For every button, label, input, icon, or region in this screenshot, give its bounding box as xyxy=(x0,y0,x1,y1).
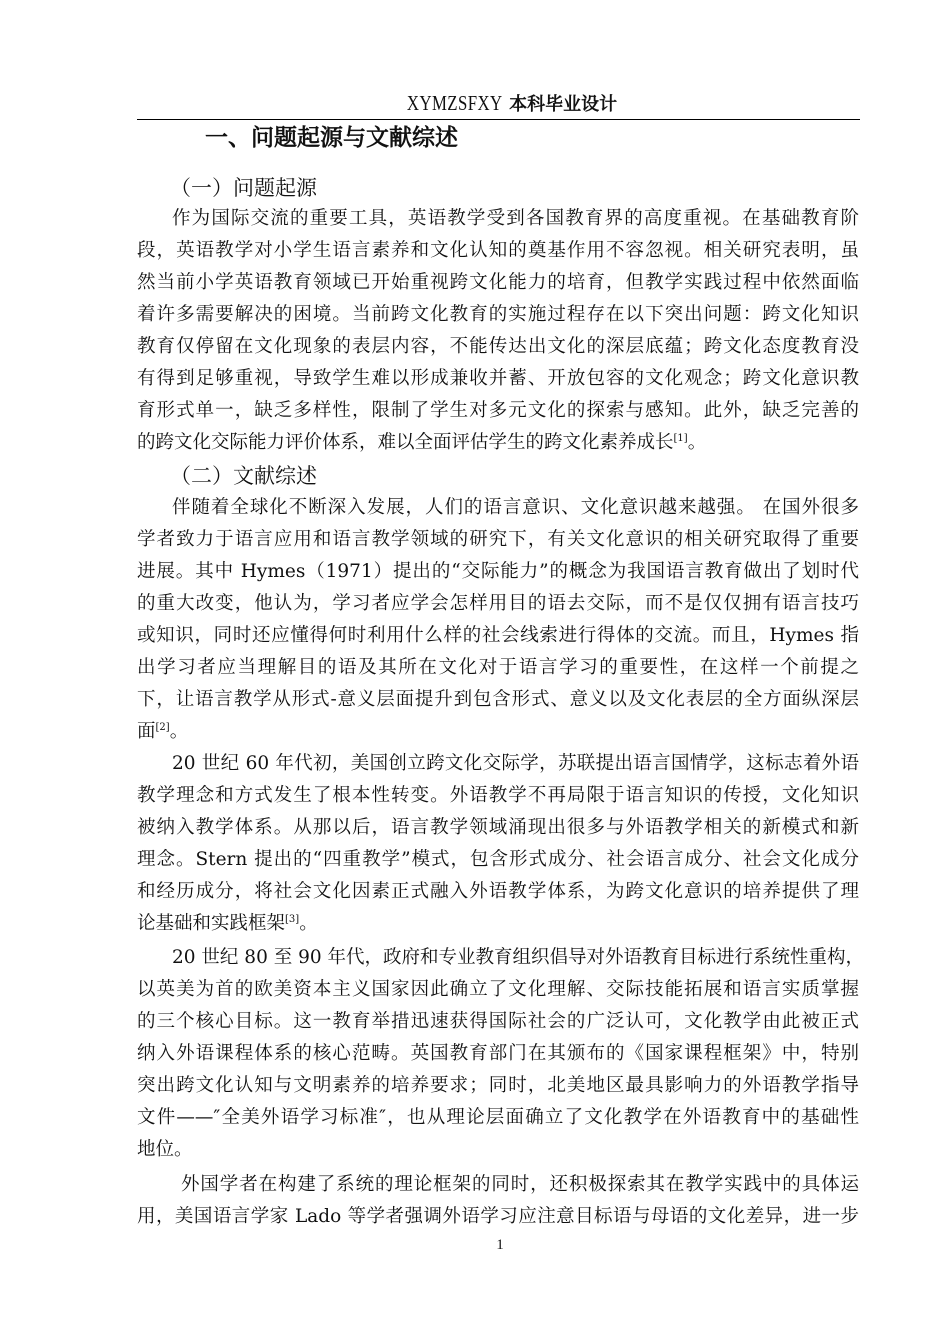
line-text: 被纳入教学体系。从那以后，语言教学领域涌现出很多与外语教学相关的新模式和新 xyxy=(137,817,859,838)
text-line xyxy=(137,492,859,524)
line-text: 20 世纪 60 年代初，美国创立跨文化交际学，苏联提出语言国情学，这标志着外语 xyxy=(172,753,859,774)
line-text: 20 世纪 80 至 90 年代，政府和专业教育组织倡导对外语教育目标进行系统性重构， xyxy=(172,947,865,968)
line-text: 有得到足够重视，导致学生难以形成兼收并蓄、开放包容的文化观念；跨文化意识教 xyxy=(137,368,859,389)
header-code: XYMZSFXY xyxy=(406,91,503,115)
section-heading-origin: （一）问题起源 xyxy=(170,176,317,200)
paragraph xyxy=(137,942,865,1166)
line-text: 或知识，同时还应懂得何时利用什么样的社会线索进行得体的交流。而且，Hymes 指 xyxy=(137,625,859,646)
text-line xyxy=(137,652,859,684)
line-text: 的跨文化交际能力评价体系，难以全面评估学生的跨文化素养成长 xyxy=(137,432,674,453)
line-text: 育形式单一，缺乏多样性，限制了学生对多元文化的探索与感知。此外，缺乏完善的 xyxy=(137,400,859,421)
text-line xyxy=(137,363,859,395)
text-line xyxy=(137,620,859,652)
text-line xyxy=(137,844,859,876)
header-rule xyxy=(137,119,860,120)
text-line xyxy=(137,395,859,427)
citation-ref[interactable]: [2] xyxy=(155,722,170,733)
text-line xyxy=(137,267,859,299)
text-line xyxy=(137,1070,859,1102)
line-text: 学者致力于语言应用和语言教学领域的研究下，有关文化意识的相关研究取得了重要 xyxy=(137,529,859,550)
text-line xyxy=(137,556,859,588)
paragraph xyxy=(137,748,859,940)
text-line xyxy=(137,1134,859,1166)
line-text: 突出跨文化认知与文明素养的培养要求；同时，北美地区最具影响力的外语教学指导 xyxy=(137,1075,859,1096)
line-text: 着许多需要解决的困境。当前跨文化教育的实施过程存在以下突出问题：跨文化知识 xyxy=(137,304,859,325)
paragraph xyxy=(137,492,859,748)
text-line xyxy=(137,974,859,1006)
text-line xyxy=(137,427,859,459)
text-line xyxy=(137,203,859,235)
line-text: 进展。其中 Hymes（1971）提出的“交际能力”的概念为我国语言教育做出了划时代 xyxy=(137,561,859,582)
line-text: 教育仅停留在文化现象的表层内容，不能传达出文化的深层底蕴；跨文化态度教育没 xyxy=(137,336,859,357)
citation-ref[interactable]: [3] xyxy=(285,914,300,925)
line-text: 用，美国语言学家 Lado 等学者强调外语学习应注意目标语与母语的文化差异，进一步 xyxy=(137,1206,859,1227)
section-heading-literature: （二）文献综述 xyxy=(170,464,317,488)
citation-ref[interactable]: [1] xyxy=(673,433,688,444)
line-tail: 。 xyxy=(687,432,707,453)
line-text: 的重大改变，他认为，学习者应学会怎样用目的语去交际，而不是仅仅拥有语言技巧 xyxy=(137,593,859,614)
line-tail: 。 xyxy=(299,913,318,934)
text-line xyxy=(137,780,859,812)
text-line xyxy=(137,235,859,267)
text-line xyxy=(137,1038,859,1070)
line-text: 和经历成分，将社会文化因素正式融入外语教学体系，为跨文化意识的培养提供了理 xyxy=(137,881,859,902)
header-title: 本科毕业设计 xyxy=(509,94,618,115)
line-text: 的三个核心目标。这一教育举措迅速获得国际社会的广泛认可，文化教学由此被正式 xyxy=(137,1011,859,1032)
text-line xyxy=(137,588,859,620)
running-header xyxy=(0,88,950,120)
line-text: 面 xyxy=(137,721,156,742)
text-line xyxy=(137,812,859,844)
line-text: 然当前小学英语教育领域已开始重视跨文化能力的培育，但教学实践过程中依然面临 xyxy=(137,272,859,293)
text-line xyxy=(137,299,859,331)
line-text: 外国学者在构建了系统的理论框架的同时，还积极探索其在教学实践中的具体运 xyxy=(181,1174,859,1195)
line-text: 地位。 xyxy=(137,1139,193,1160)
section-body-origin xyxy=(137,203,859,459)
line-text: 文件——″全美外语学习标准″，也从理论层面确立了文化教学在外语教育中的基础性 xyxy=(137,1107,859,1128)
text-line xyxy=(137,716,859,748)
text-line xyxy=(137,1169,859,1201)
text-line xyxy=(137,908,859,940)
line-text: 段，英语教学对小学生语言素养和文化认知的奠基作用不容忽视。相关研究表明，虽 xyxy=(137,240,859,261)
text-line xyxy=(137,942,865,974)
paragraph xyxy=(137,203,859,459)
line-text: 伴随着全球化不断深入发展，人们的语言意识、文化意识越来越强。 在国外很多 xyxy=(172,497,859,518)
line-text: 论基础和实践框架 xyxy=(137,913,286,934)
line-text: 出学习者应当理解目的语及其所在文化对于语言学习的重要性，在这样一个前提之 xyxy=(137,657,859,678)
text-line xyxy=(137,524,859,556)
text-line xyxy=(137,748,859,780)
text-line xyxy=(137,684,859,716)
line-text: 以英美为首的欧美资本主义国家因此确立了文化理解、交际技能拓展和语言实质掌握 xyxy=(137,979,859,1000)
line-text: 下，让语言教学从形式-意义层面提升到包含形式、意义以及文化表层的全方面纵深层 xyxy=(137,689,859,710)
line-text: 纳入外语课程体系的核心范畴。英国教育部门在其颁布的《国家课程框架》中，特别 xyxy=(137,1043,859,1064)
line-text: 作为国际交流的重要工具，英语教学受到各国教育界的高度重视。在基础教育阶 xyxy=(172,208,859,229)
paragraph xyxy=(137,1169,859,1233)
page-number: 1 xyxy=(496,1237,504,1253)
text-line xyxy=(137,876,859,908)
text-line xyxy=(137,331,859,363)
section-body-literature xyxy=(137,492,865,1233)
line-text: 教学理念和方式发生了根本性转变。外语教学不再局限于语言知识的传授，文化知识 xyxy=(137,785,859,806)
chapter-heading: 一、问题起源与文献综述 xyxy=(205,125,458,151)
text-line xyxy=(137,1102,859,1134)
line-text: 理念。Stern 提出的“四重教学”模式，包含形式成分、社会语言成分、社会文化成分 xyxy=(137,849,859,870)
line-tail: 。 xyxy=(169,721,189,742)
text-line xyxy=(137,1201,859,1233)
text-line xyxy=(137,1006,859,1038)
